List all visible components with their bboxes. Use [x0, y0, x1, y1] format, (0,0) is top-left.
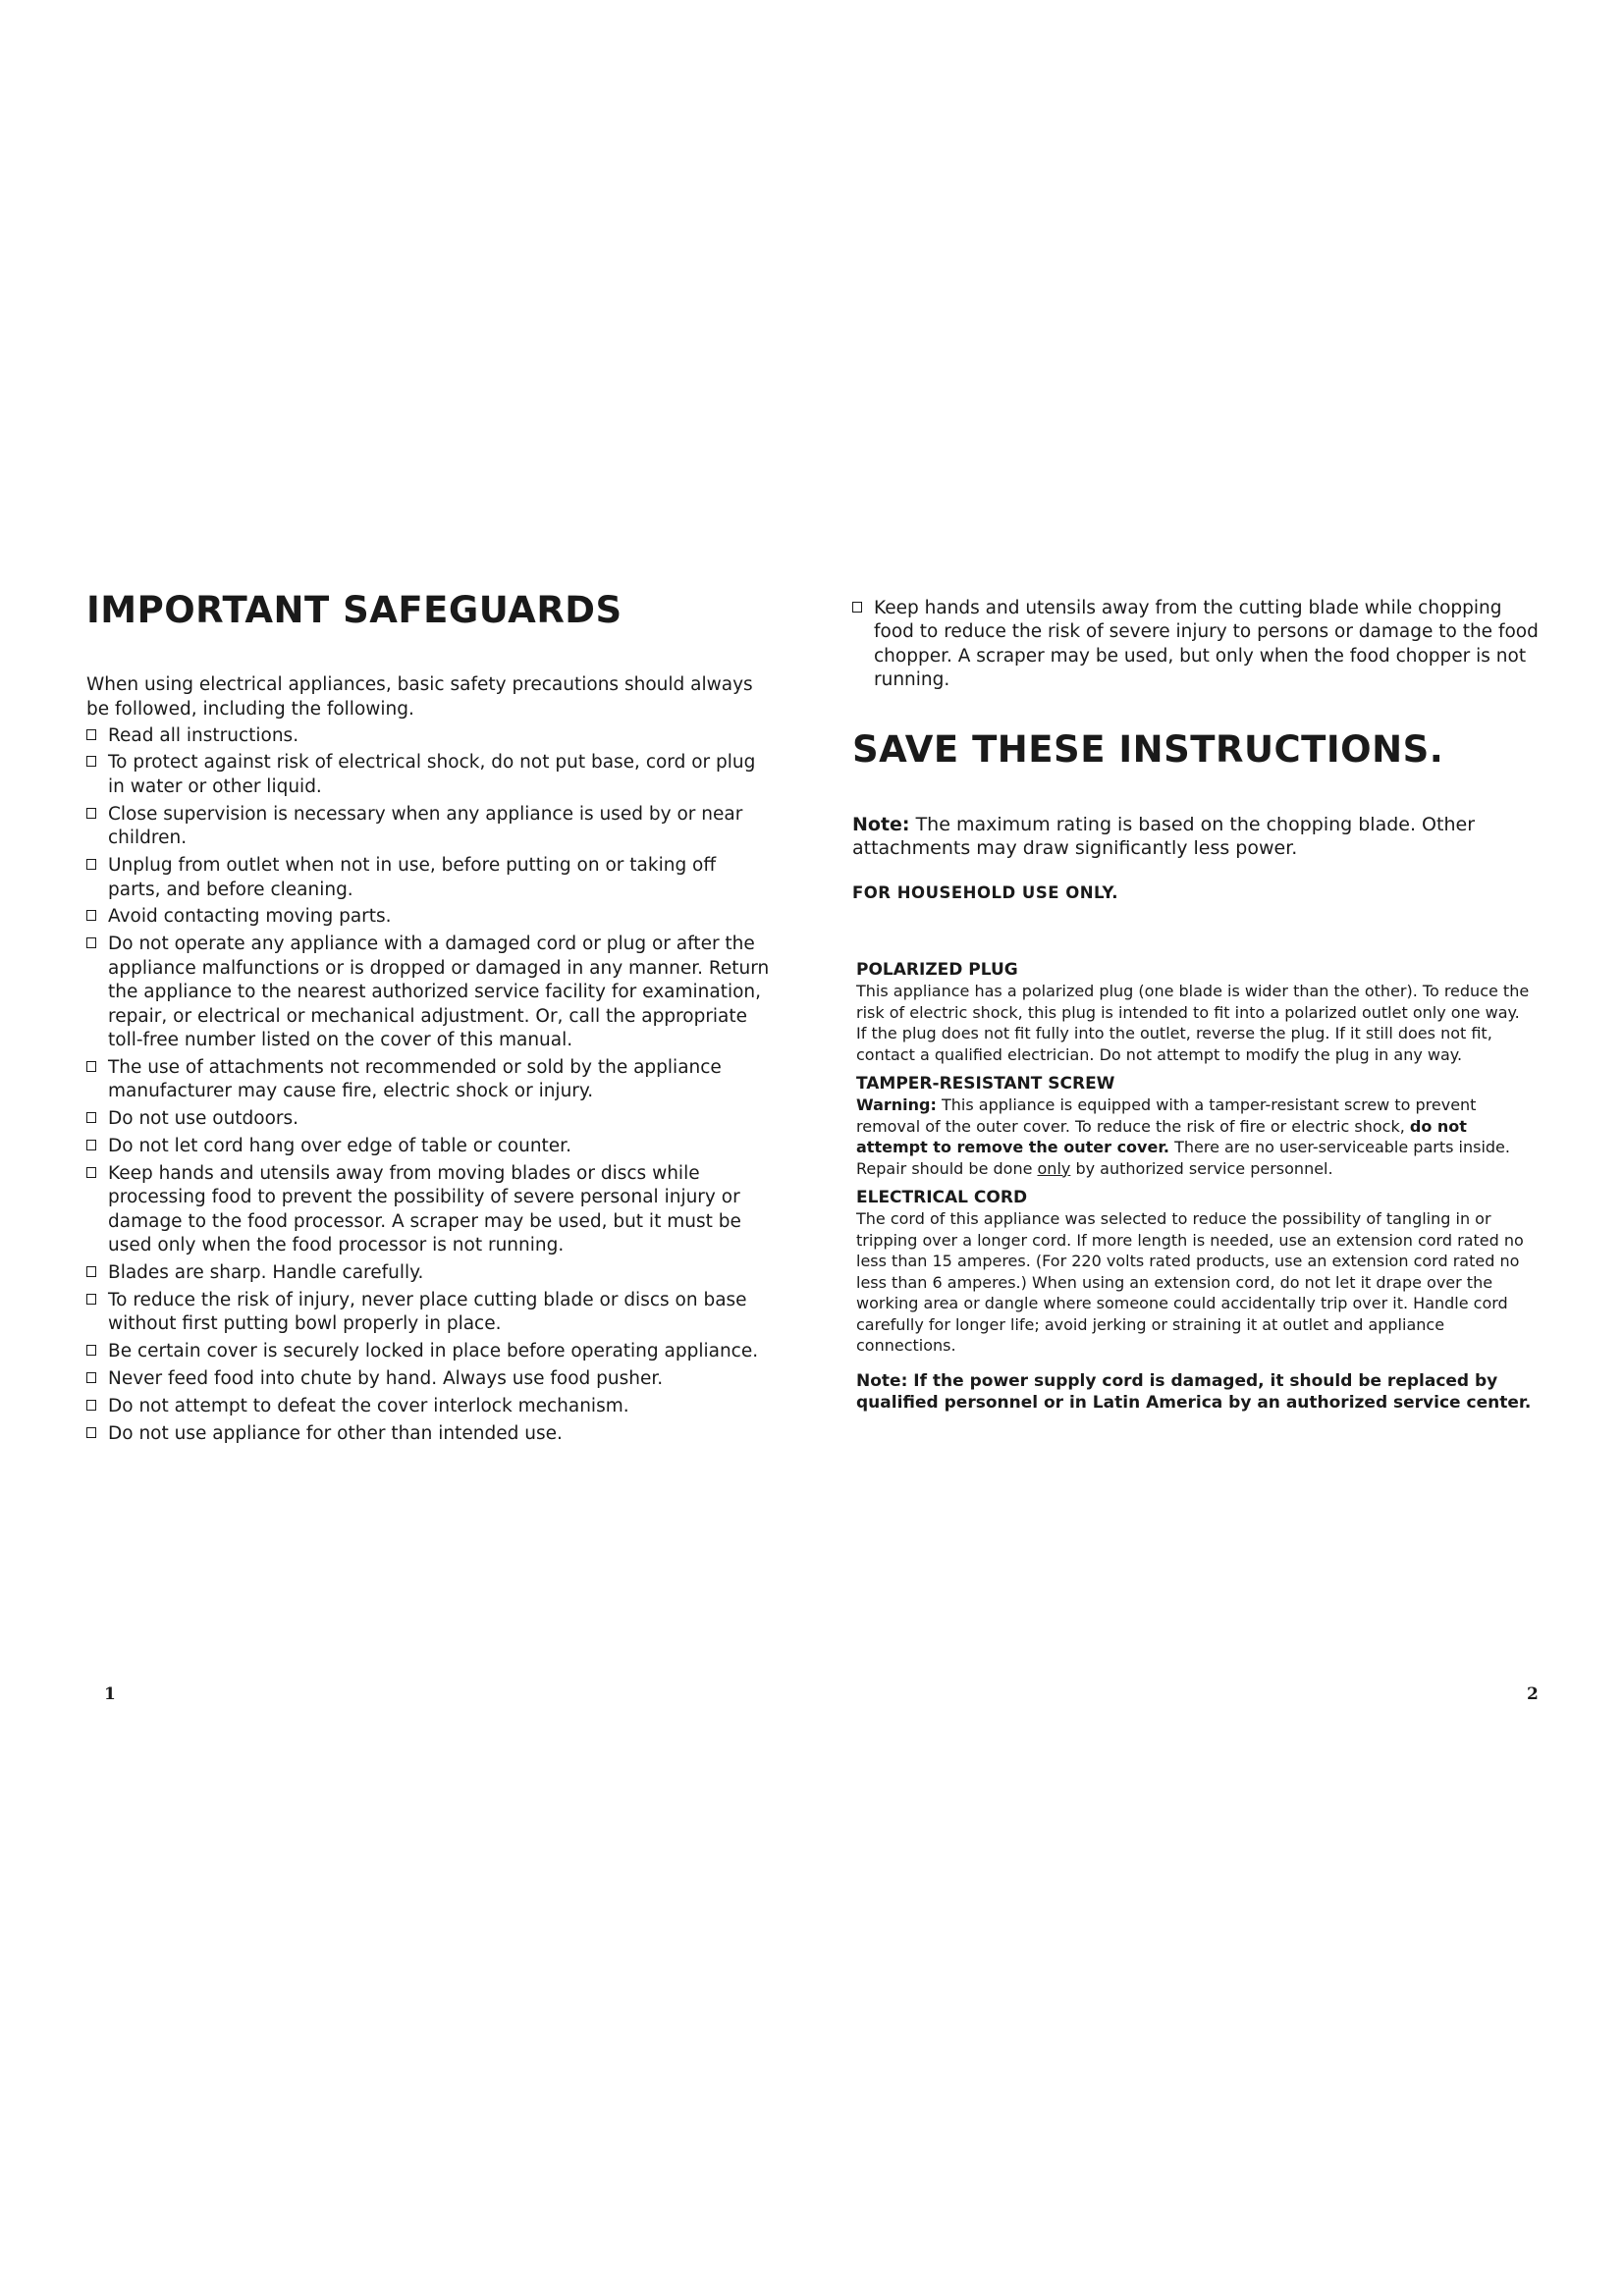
note-label: Note: [852, 814, 910, 836]
list-item [852, 597, 1540, 693]
final-note: Note: If the power supply cord is damaged, it should be replaced by qualified personnel or in Latin America by an authorized service center. [856, 1370, 1532, 1413]
left-page [86, 589, 774, 1450]
list-item-text: Keep hands and utensils away from moving blades or discs while processing food to prevent the possibility of severe personal injury or damage to the food processor. A scraper may be used, but it must be used only when the food processor is not running. [108, 1162, 741, 1256]
list-item-text: Never feed food into chute by hand. Always use food pusher. [108, 1368, 664, 1390]
tamper-text-b: There are no user-serviceable parts inside. Repair should be done [856, 1138, 1510, 1178]
checkbox-icon [86, 1294, 96, 1305]
page-title: IMPORTANT SAFEGUARDS [86, 589, 623, 631]
list-item [86, 1107, 774, 1131]
tamper-resistant-text [856, 1095, 1534, 1179]
technical-notes [856, 959, 1534, 1414]
list-item [86, 1289, 774, 1337]
list-item [86, 933, 774, 1052]
checkbox-icon [86, 937, 96, 948]
list-item [86, 1367, 774, 1391]
list-item [86, 1261, 774, 1285]
intro-text: When using electrical appliances, basic safety precautions should always be followed, including the following. [86, 674, 753, 720]
list-item [86, 803, 774, 851]
list-item [86, 1422, 774, 1446]
list-item-text: Do not use outdoors. [108, 1108, 299, 1130]
list-item-text: Close supervision is necessary when any appliance is used by or near children. [108, 803, 743, 849]
tamper-text-c: by authorized service personnel. [1075, 1158, 1333, 1178]
note-text [852, 813, 1540, 860]
list-item-text: Do not operate any appliance with a damaged cord or plug or after the appliance malfunctions or is dropped or damaged in any manner. Return the appliance to the nearest authorized service facility for examination, repair, or electrical or mechanical adjustment. Or, call the appropriate toll-free number listed on the cover of this manual. [108, 934, 770, 1050]
list-item [86, 1395, 774, 1418]
page-number-left: 1 [104, 1684, 116, 1704]
checkbox-icon [86, 1167, 96, 1178]
checkbox-icon [86, 910, 96, 921]
polarized-plug-heading: POLARIZED PLUG [856, 960, 1018, 981]
tamper-bold-text: do not attempt to remove the outer cover. [856, 1116, 1467, 1157]
tamper-underlined: only [1037, 1158, 1071, 1178]
checkbox-icon [86, 729, 96, 740]
list-item-text: Be certain cover is securely locked in place before operating appliance. [108, 1341, 759, 1362]
tamper-text-a: This appliance is equipped with a tamper-resistant screw to prevent removal of the outer cover. To reduce the risk of fire or electric shock, [856, 1095, 1477, 1136]
checkbox-icon [86, 1061, 96, 1072]
list-item-text: Unplug from outlet when not in use, before putting on or taking off parts, and before cleaning. [108, 855, 717, 900]
list-item-text: To reduce the risk of injury, never place cutting blade or discs on base without first putting bowl properly in place. [108, 1290, 747, 1335]
list-item-text: Avoid contacting moving parts. [108, 906, 392, 928]
list-item-text: Do not let cord hang over edge of table or counter. [108, 1136, 571, 1157]
save-instructions-title: SAVE THESE INSTRUCTIONS. [852, 727, 1444, 771]
checkbox-icon [86, 1427, 96, 1438]
warning-label: Warning: [856, 1095, 937, 1115]
electrical-cord-heading: ELECTRICAL CORD [856, 1188, 1028, 1208]
list-item-text: Do not attempt to defeat the cover interlock mechanism. [108, 1396, 629, 1417]
list-item [86, 1135, 774, 1158]
checkbox-icon [86, 1266, 96, 1277]
list-item-text: Do not use appliance for other than intended use. [108, 1423, 563, 1445]
checkbox-icon [86, 1400, 96, 1411]
tamper-resistant-heading: TAMPER-RESISTANT SCREW [856, 1074, 1115, 1095]
list-item [86, 724, 774, 748]
list-item-text: Blades are sharp. Handle carefully. [108, 1262, 424, 1284]
checkbox-icon [86, 859, 96, 870]
list-item-text: To protect against risk of electrical shock, do not put base, cord or plug in water or other liquid. [108, 752, 756, 797]
list-item-text: The use of attachments not recommended or sold by the appliance manufacturer may cause fire, electric shock or injury. [108, 1056, 722, 1102]
list-item [86, 854, 774, 902]
checkbox-icon [86, 1112, 96, 1123]
checkbox-icon [86, 808, 96, 819]
page-number-right: 2 [1527, 1684, 1539, 1704]
list-item [86, 751, 774, 799]
electrical-cord-text: The cord of this appliance was selected to reduce the possibility of tangling in or tripping over a longer cord. If more length is needed, use an extension cord rated no less than 15 amperes. (For 220 volts rated products, use an extension cord rated no less than 6 amperes.) When using an extension cord, do not let it drape over the working area or dangle where someone could accidentally trip over it. Handle cord carefully for longer life; avoid jerking or straining it at outlet and appliance connections. [856, 1209, 1524, 1356]
list-item [86, 1056, 774, 1104]
checkbox-icon [852, 602, 862, 613]
safeguards-list [86, 724, 774, 1447]
checkbox-icon [86, 1345, 96, 1356]
polarized-plug-text: This appliance has a polarized plug (one blade is wider than the other). To reduce the risk of electric shock, this plug is intended to fit into a polarized outlet only one way. If the plug does not fit fully into the outlet, reverse the plug. If it still does not fit, contact a qualified electrician. Do not attempt to modify the plug in any way. [856, 982, 1530, 1064]
checkbox-icon [86, 1140, 96, 1150]
list-item-text: Read all instructions. [108, 724, 299, 746]
note-body: The maximum rating is based on the chopping blade. Other attachments may draw significantly less power. [852, 814, 1476, 860]
checkbox-icon [86, 756, 96, 767]
list-item [86, 1340, 774, 1363]
list-item-text: Keep hands and utensils away from the cutting blade while chopping food to reduce the risk of severe injury to persons or damage to the food chopper. A scraper may be used, but only when the food chopper is not running. [874, 598, 1539, 691]
list-item [86, 905, 774, 929]
right-page [852, 597, 1540, 1421]
list-item [86, 1162, 774, 1258]
household-use-label: FOR HOUSEHOLD USE ONLY. [852, 883, 1118, 903]
checkbox-icon [86, 1372, 96, 1383]
